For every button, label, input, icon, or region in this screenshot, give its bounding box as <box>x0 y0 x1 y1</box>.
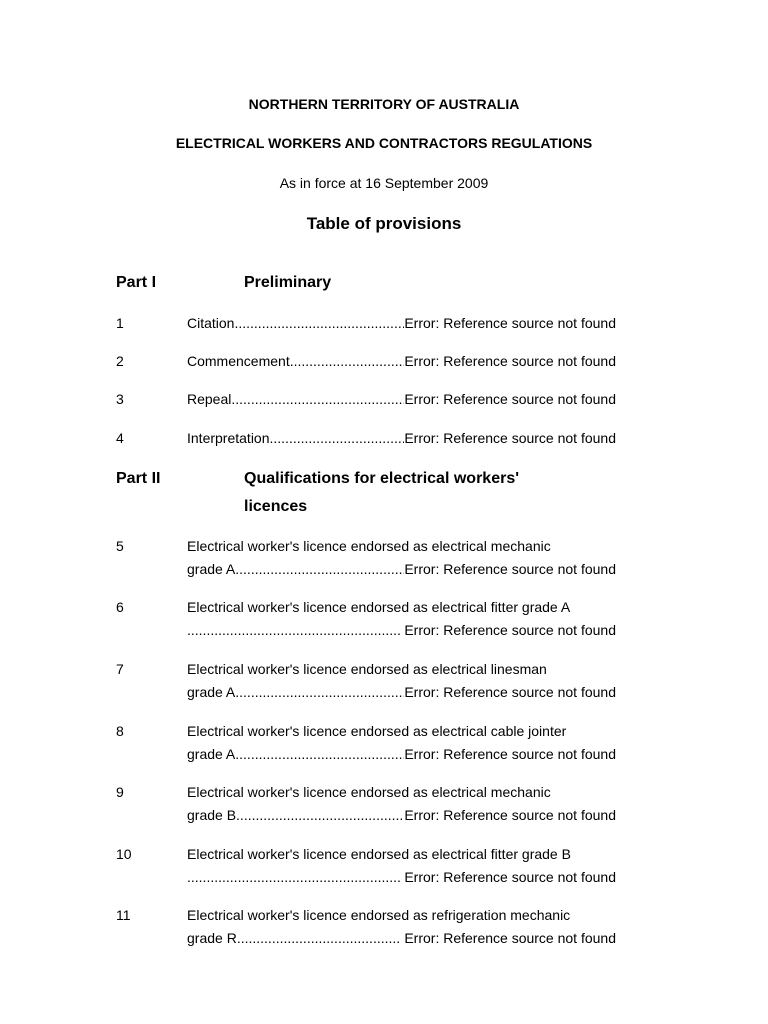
page-ref: Error: Reference source not found <box>404 561 616 577</box>
entry-text-cont: grade A <box>187 746 236 762</box>
entry-text: Citation <box>187 315 235 331</box>
jurisdiction-heading: NORTHERN TERRITORY OF AUSTRALIA <box>248 96 520 112</box>
entry-text-cont: grade A <box>187 561 236 577</box>
page-ref: Error: Reference source not found <box>404 807 616 823</box>
entry-text-cont: grade R <box>187 930 237 946</box>
entry-number: 8 <box>116 723 124 739</box>
entry-text-cont: grade A <box>187 684 236 700</box>
part-title: Qualifications for electrical workers' licences <box>244 470 520 515</box>
part-title: Preliminary <box>244 274 332 291</box>
entry-text: Commencement <box>187 353 290 369</box>
toc-entry[interactable] <box>187 535 616 581</box>
entry-text: Electrical worker's licence endorsed as electrical linesman <box>187 661 547 677</box>
dot-leader <box>187 619 400 642</box>
entry-text: Electrical worker's licence endorsed as electrical mechanic <box>187 784 551 800</box>
page-ref: Error: Reference source not found <box>404 684 616 700</box>
entry-number: 4 <box>116 430 124 446</box>
page-ref: Error: Reference source not found <box>404 353 616 369</box>
entry-text-cont: grade B <box>187 807 237 823</box>
dot-leader <box>231 388 404 411</box>
entry-number: 9 <box>116 784 124 800</box>
toc-entry[interactable] <box>187 596 616 642</box>
entry-text: Electrical worker's licence endorsed as refrigeration mechanic <box>187 907 571 923</box>
entry-text: Electrical worker's licence endorsed as electrical fitter grade B <box>187 846 571 862</box>
toc-entry[interactable] <box>187 720 616 766</box>
entry-number: 10 <box>116 846 132 862</box>
entry-number: 1 <box>116 315 124 331</box>
entry-number: 6 <box>116 599 124 615</box>
toc-heading: Table of provisions <box>306 214 462 233</box>
toc-entry[interactable] <box>187 350 616 373</box>
toc-entry[interactable] <box>187 388 616 411</box>
page-ref: Error: Reference source not found <box>404 391 616 407</box>
entry-text: Electrical worker's licence endorsed as electrical mechanic <box>187 538 551 554</box>
regulations-title: ELECTRICAL WORKERS AND CONTRACTORS REGULATIONS <box>175 135 593 151</box>
part-label: Part I <box>116 274 157 291</box>
page-ref: Error: Reference source not found <box>404 622 616 638</box>
page-ref: Error: Reference source not found <box>404 746 616 762</box>
toc-entry[interactable] <box>187 843 616 889</box>
dot-leader <box>236 804 404 827</box>
dot-leader <box>237 927 401 950</box>
entry-number: 3 <box>116 391 124 407</box>
toc-entry[interactable] <box>187 904 616 950</box>
entry-text: Interpretation <box>187 430 270 446</box>
dot-leader <box>235 681 404 704</box>
dot-leader <box>234 312 404 335</box>
dot-leader <box>235 743 404 766</box>
toc-entry[interactable] <box>187 658 616 704</box>
entry-text: Electrical worker's licence endorsed as electrical cable jointer <box>187 723 567 739</box>
page-ref: Error: Reference source not found <box>404 430 616 446</box>
toc-entry[interactable] <box>187 427 616 450</box>
entry-number: 7 <box>116 661 124 677</box>
dot-leader <box>290 350 405 373</box>
entry-number: 11 <box>116 907 131 923</box>
entry-number: 2 <box>116 353 124 369</box>
toc-entry[interactable] <box>187 312 616 335</box>
dot-leader <box>235 558 404 581</box>
page-ref: Error: Reference source not found <box>404 869 616 885</box>
toc-entry[interactable] <box>187 781 616 827</box>
entry-text: Electrical worker's licence endorsed as electrical fitter grade A <box>187 599 571 615</box>
entry-number: 5 <box>116 538 124 554</box>
page-ref: Error: Reference source not found <box>404 315 616 331</box>
dot-leader <box>187 866 400 889</box>
page-ref: Error: Reference source not found <box>404 930 616 946</box>
dot-leader <box>270 427 405 450</box>
entry-text: Repeal <box>187 391 232 407</box>
part-label: Part II <box>116 470 161 487</box>
in-force-date: As in force at 16 September 2009 <box>279 175 489 191</box>
